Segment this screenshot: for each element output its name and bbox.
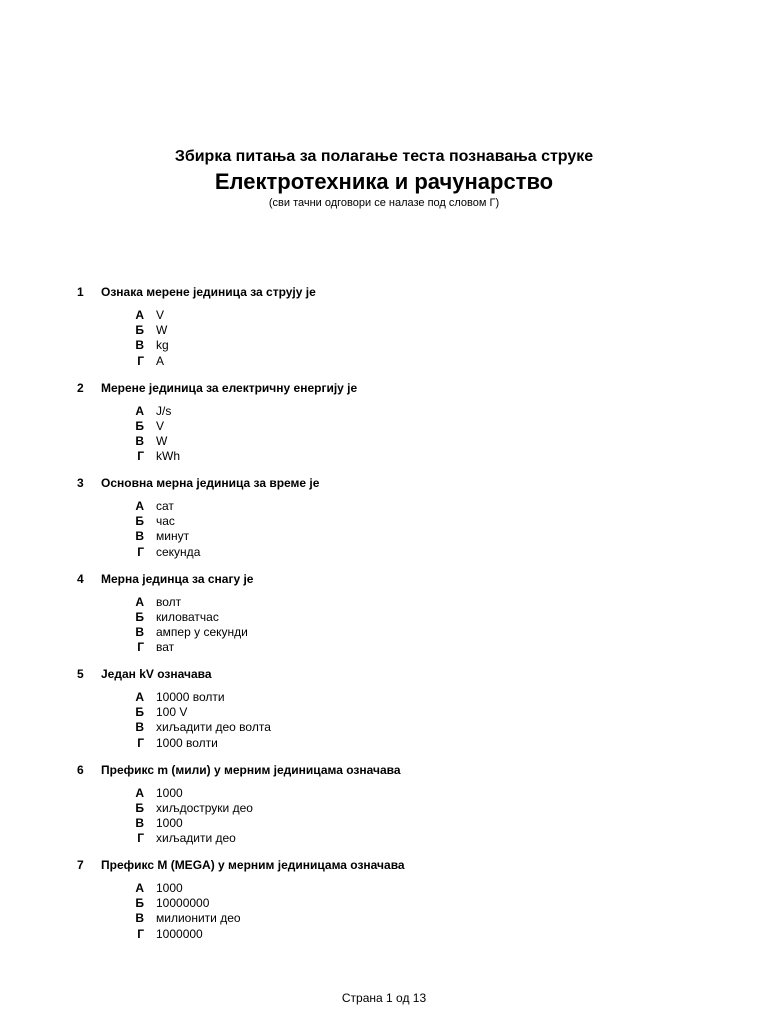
answer-letter: Б xyxy=(135,705,144,720)
answer-option xyxy=(0,354,768,369)
question-number: 3 xyxy=(77,476,84,490)
question-number: 1 xyxy=(77,285,84,299)
answer-option xyxy=(0,801,768,816)
answer-letter: В xyxy=(135,338,144,353)
answer-option xyxy=(0,308,768,323)
answer-text: V xyxy=(156,418,165,433)
answer-text: час xyxy=(156,514,175,529)
answer-text: хиљадити део xyxy=(156,831,236,846)
answer-list xyxy=(0,881,768,942)
question-item xyxy=(0,474,768,570)
answer-text: секунда xyxy=(156,544,201,559)
answer-text: киловатчас xyxy=(156,609,219,624)
answer-text: 1000000 xyxy=(156,926,203,941)
answer-list xyxy=(0,595,768,656)
answer-list xyxy=(0,786,768,847)
answer-option xyxy=(0,434,768,449)
answer-letter: Г xyxy=(137,735,144,750)
answer-text: ват xyxy=(156,640,175,655)
question-item xyxy=(0,283,768,379)
answer-text: милионити део xyxy=(156,911,241,926)
answer-letter: В xyxy=(135,720,144,735)
answer-option xyxy=(0,449,768,464)
answer-text: kg xyxy=(156,338,169,353)
answer-option xyxy=(0,338,768,353)
answer-letter: А xyxy=(135,308,144,322)
answer-list xyxy=(0,499,768,560)
answer-option xyxy=(0,529,768,544)
answer-letter: В xyxy=(135,624,144,639)
answer-letter: Б xyxy=(135,514,144,529)
answer-option xyxy=(0,610,768,625)
answer-text: 10000 волти xyxy=(156,690,225,704)
question-item xyxy=(0,856,768,952)
answer-text: 1000 xyxy=(156,881,183,895)
answer-text: хиљадити део волта xyxy=(156,720,271,735)
answer-letter: А xyxy=(135,499,144,513)
answer-option xyxy=(0,831,768,846)
answer-option xyxy=(0,911,768,926)
answer-letter: В xyxy=(135,529,144,544)
question-item xyxy=(0,665,768,761)
answer-text: 1000 волти xyxy=(156,735,218,750)
answer-text: 1000 xyxy=(156,785,183,800)
answer-option xyxy=(0,736,768,751)
question-number: 7 xyxy=(77,858,84,872)
answer-letter: В xyxy=(135,815,144,830)
answer-letter: В xyxy=(135,911,144,926)
answer-text: волт xyxy=(156,594,182,609)
question-number: 2 xyxy=(77,380,84,395)
answer-option xyxy=(0,927,768,942)
answer-list xyxy=(0,690,768,751)
question-list xyxy=(0,283,768,952)
answer-text: ампер у секунди xyxy=(156,624,248,639)
answer-option xyxy=(0,419,768,434)
answer-letter: Б xyxy=(135,896,144,911)
answer-text: W xyxy=(156,323,168,338)
document-note: (сви тачни одговори се налазе под словом Г) xyxy=(268,197,500,209)
answer-text: 1000 xyxy=(156,815,183,830)
answer-option xyxy=(0,514,768,529)
document-subtitle: Збирка питања за полагање теста познавања струке xyxy=(174,148,594,165)
question-item xyxy=(0,761,768,857)
answer-option xyxy=(0,625,768,640)
answer-list xyxy=(0,404,768,465)
answer-option xyxy=(0,545,768,560)
question-text: Основна мерна јединица за време је xyxy=(101,476,320,490)
question-item xyxy=(0,570,768,666)
answer-option xyxy=(0,640,768,655)
question-text: Мерна јединца за снагу је xyxy=(101,571,254,586)
answer-letter: А xyxy=(135,881,144,895)
answer-text: V xyxy=(156,308,165,322)
answer-text: W xyxy=(156,433,168,448)
answer-letter: Б xyxy=(135,800,144,815)
question-text: Један kV означава xyxy=(101,667,212,681)
answer-text: 10000000 xyxy=(156,896,210,911)
page-number: Страна 1 од 13 xyxy=(341,991,427,1005)
document-title: Електротехника и рачунарство xyxy=(214,169,554,194)
answer-text: J/s xyxy=(156,403,172,418)
answer-option xyxy=(0,404,768,419)
answer-letter: Б xyxy=(135,418,144,433)
answer-option xyxy=(0,816,768,831)
answer-letter: Б xyxy=(135,609,144,624)
answer-option xyxy=(0,499,768,514)
answer-letter: А xyxy=(135,594,144,609)
answer-letter: Г xyxy=(137,640,144,655)
answer-option xyxy=(0,323,768,338)
answer-option xyxy=(0,705,768,720)
question-text: Префикс m (мили) у мерним јединицама означава xyxy=(101,762,401,777)
answer-letter: Г xyxy=(137,449,144,464)
answer-option xyxy=(0,720,768,735)
question-number: 6 xyxy=(77,762,84,777)
answer-letter: А xyxy=(135,690,144,704)
answer-letter: А xyxy=(135,403,144,418)
answer-option xyxy=(0,690,768,705)
answer-list xyxy=(0,308,768,369)
answer-text: kWh xyxy=(156,449,180,464)
answer-letter: В xyxy=(135,433,144,448)
answer-letter: Г xyxy=(137,926,144,941)
question-item xyxy=(0,379,768,475)
answer-text: хиљдоструки део xyxy=(156,800,253,815)
answer-option xyxy=(0,881,768,896)
answer-letter: Г xyxy=(137,544,144,559)
answer-option xyxy=(0,786,768,801)
answer-letter: А xyxy=(135,785,144,800)
document-header xyxy=(0,146,768,210)
answer-option xyxy=(0,896,768,911)
answer-letter: Б xyxy=(135,323,144,338)
answer-letter: Г xyxy=(137,353,144,368)
question-text: Префикс M (MEGA) у мерним јединицама означава xyxy=(101,858,405,872)
answer-text: 100 V xyxy=(156,705,188,720)
answer-text: A xyxy=(156,353,165,368)
answer-text: сат xyxy=(156,499,174,513)
question-number: 4 xyxy=(77,571,84,586)
answer-text: минут xyxy=(156,529,190,544)
answer-option xyxy=(0,595,768,610)
question-text: Мерене јединица за електричну енергију је xyxy=(101,380,358,395)
question-text: Ознака мерене јединица за струју је xyxy=(101,285,316,299)
question-number: 5 xyxy=(77,667,84,681)
answer-letter: Г xyxy=(137,831,144,846)
